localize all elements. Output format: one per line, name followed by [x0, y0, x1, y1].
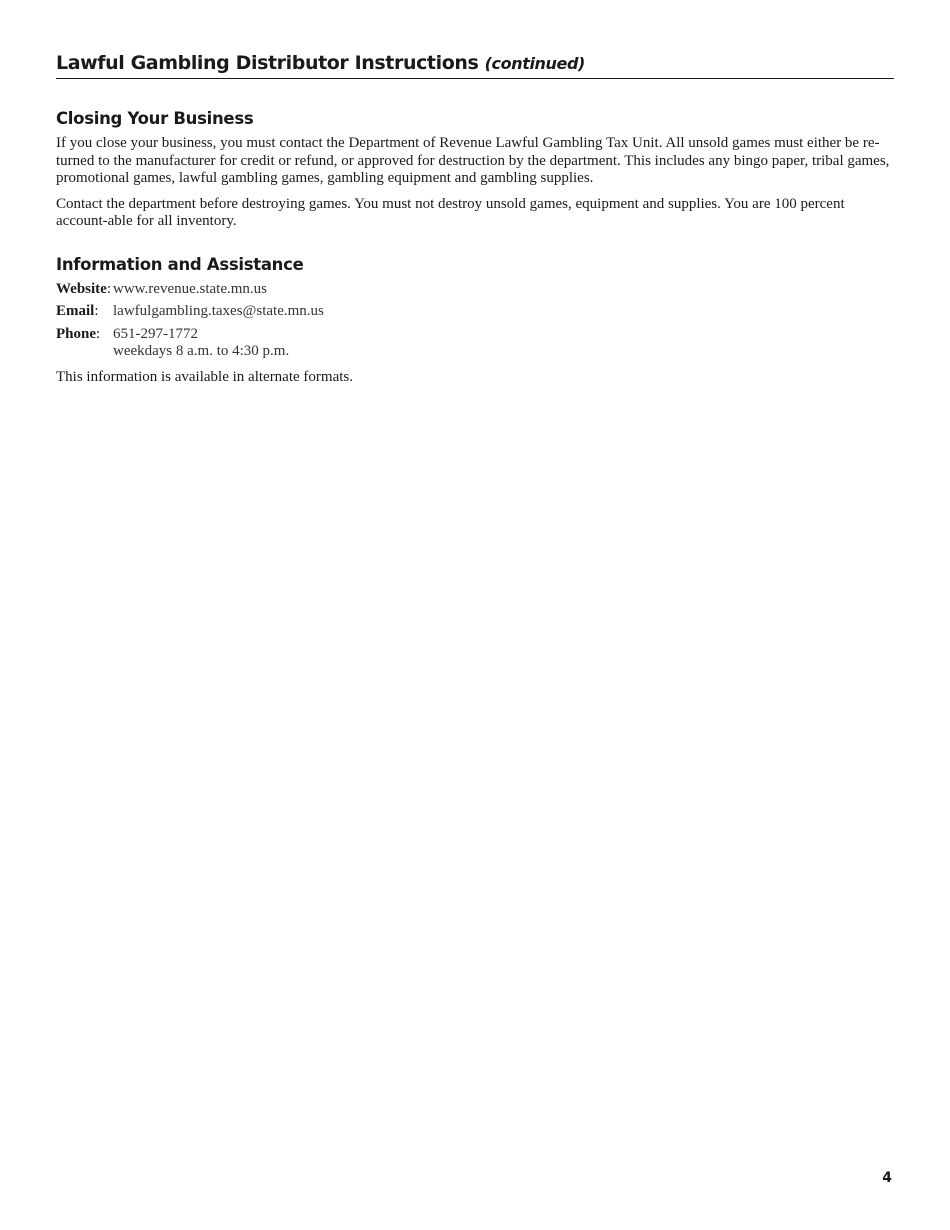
page-number: 4: [882, 1170, 892, 1186]
page-title-suffix: (continued): [484, 54, 585, 73]
closing-paragraph-2: Contact the department before destroying games. You must not destroy unsold games, equipment and supplies. You are 100 percent account-able for all inventory.: [56, 195, 845, 229]
contact-phone-row: [56, 326, 894, 361]
section-closing-business: [56, 107, 894, 231]
phone-label: Phone:: [56, 325, 101, 342]
page-title: [56, 50, 894, 77]
section-heading-info: Information and Assistance: [56, 254, 304, 274]
section-information-assistance: [56, 253, 894, 387]
website-label: Website:: [56, 280, 112, 297]
website-link[interactable]: www.revenue.state.mn.us: [113, 280, 267, 297]
page-header: [56, 50, 894, 79]
closing-paragraph-1: If you close your business, you must contact the Department of Revenue Lawful Gambling Tax Unit. All unsold games must either be re-turned to the manufacturer for credit or refund, or approved for destruction by the department. This includes any bingo paper, tribal games, promotional games, lawful gambling games, gambling equipment and gambling supplies.: [56, 135, 890, 186]
section-heading-closing: Closing Your Business: [56, 109, 254, 128]
phone-details: [113, 326, 289, 361]
phone-hours: weekdays 8 a.m. to 4:30 p.m.: [113, 343, 290, 359]
contact-email-row: [56, 303, 894, 321]
email-link[interactable]: lawfulgambling.taxes@state.mn.us: [113, 303, 324, 319]
email-label: Email:: [56, 303, 99, 319]
alternate-formats-note: This information is available in alternate formats.: [56, 368, 353, 385]
phone-number: 651-297-1772: [113, 325, 198, 342]
contact-website-row: [56, 281, 894, 299]
page-title-text: Lawful Gambling Distributor Instructions: [56, 52, 479, 74]
document-body: [56, 107, 894, 386]
